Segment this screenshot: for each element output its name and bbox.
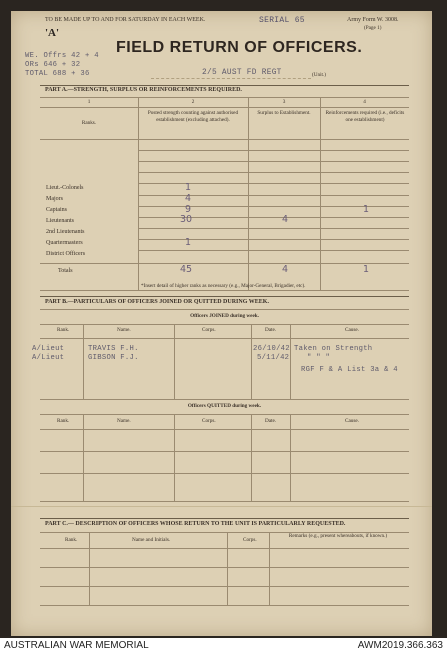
quitted-title: Officers QUITTED during week.	[187, 403, 262, 409]
quitted-divider-1	[83, 414, 84, 501]
blank-row-line-4	[138, 183, 409, 184]
part-b-rule	[40, 296, 409, 297]
quitted-col-cause: Cause.	[345, 418, 359, 424]
row-line-6	[138, 250, 409, 251]
quitted-bottom-line	[40, 501, 409, 502]
serial-number: SERIAL 65	[259, 16, 305, 25]
handwritten-mark: 'A'	[45, 27, 60, 39]
footer-accession: AWM2019.366.363	[357, 640, 443, 651]
part-c-row-line-1	[40, 567, 409, 568]
quitted-divider-4	[290, 414, 291, 501]
rank-lieut-colonels: Lieut.-Colonels	[46, 185, 84, 191]
joined-row-2-date: 5/11/42	[257, 354, 290, 362]
rank-majors: Majors	[46, 196, 63, 202]
part-a-num-line	[40, 107, 409, 108]
posted-lieut-colonels: 1	[185, 182, 192, 193]
row-line-3	[138, 217, 409, 218]
col-number-2: 2	[191, 99, 195, 105]
joined-row-1-rank: A/Lieut	[32, 345, 65, 353]
blank-row-line-2	[138, 161, 409, 162]
joined-row-1-date: 26/10/42	[253, 345, 290, 353]
quitted-col-name: Name.	[117, 418, 131, 424]
quitted-col-rank: Rank.	[57, 418, 70, 424]
col-number-3: 3	[282, 99, 286, 105]
part-c-head-line	[40, 548, 409, 549]
quitted-head-line	[40, 429, 409, 430]
total-reinf: 1	[363, 264, 370, 275]
field-return-form	[11, 11, 432, 636]
unit-name: 2/5 AUST FD REGT	[202, 69, 282, 77]
total-surplus: 4	[282, 264, 289, 275]
quitted-divider-3	[251, 414, 252, 501]
typed-line-3: TOTAL 688 + 36	[25, 70, 90, 78]
quitted-row-line-1	[40, 451, 409, 452]
joined-col-date: Date.	[265, 327, 277, 333]
rank-quartermasters: Quartermasters	[46, 240, 83, 246]
part-c-heading: PART C.— DESCRIPTION OF OFFICERS WHOSE RETURN TO THE UNIT IS PARTICULARLY REQUESTED.	[45, 521, 346, 527]
typed-line-1: WE. Offrs 42 + 4	[25, 52, 99, 60]
reinf-captains: 1	[363, 204, 370, 215]
joined-col-corps: Corps.	[202, 327, 216, 333]
part-a-col-divider-3	[320, 97, 321, 290]
part-c-col-rank: Rank.	[65, 537, 78, 543]
row-line-1	[138, 195, 409, 196]
part-a-col-divider-2	[248, 97, 249, 290]
totals-top-line	[40, 263, 409, 264]
totals-label: Totals	[58, 268, 73, 274]
form-number: Army Form W. 3008.	[347, 17, 399, 23]
joined-col-cause: Cause.	[345, 327, 359, 333]
quitted-col-corps: Corps.	[202, 418, 216, 424]
part-c-rule	[40, 518, 409, 519]
part-a-top-line	[40, 97, 409, 98]
quitted-title-line	[40, 414, 409, 415]
part-a-heading: PART A.—STRENGTH, SURPLUS OR REINFORCEMENTS REQUIRED.	[45, 87, 242, 93]
posted-majors: 4	[185, 193, 192, 204]
quitted-row-line-2	[40, 473, 409, 474]
joined-title-line	[40, 324, 409, 325]
joined-bottom-line	[40, 399, 409, 400]
footer-source: AUSTRALIAN WAR MEMORIAL	[4, 640, 149, 651]
col-number-1: 1	[87, 99, 91, 105]
joined-row-2-name: GIBSON F.J.	[88, 354, 139, 362]
col-number-4: 4	[363, 99, 366, 105]
posted-captains: 9	[185, 204, 192, 215]
posted-quartermasters: 1	[185, 237, 192, 248]
quitted-col-date: Date.	[265, 418, 277, 424]
top-note: TO BE MADE UP TO AND FOR SATURDAY IN EACH WEEK.	[45, 17, 206, 23]
joined-divider-4	[290, 324, 291, 399]
part-c-bottom-line	[40, 605, 409, 606]
part-a-head-line	[40, 139, 409, 140]
part-c-col-corps: Corps.	[243, 537, 257, 543]
row-line-5	[138, 239, 409, 240]
posted-lieutenants: 30	[180, 214, 193, 225]
part-b-heading: PART B.—PARTICULARS OF OFFICERS JOINED OR QUITTED DURING WEEK.	[45, 299, 269, 305]
form-title: FIELD RETURN OF OFFICERS.	[116, 39, 363, 56]
typed-line-2: ORs 646 + 32	[25, 61, 81, 69]
part-c-divider-1	[89, 532, 90, 605]
joined-row-1-name: TRAVIS F.H.	[88, 345, 139, 353]
joined-head-line	[40, 338, 409, 339]
joined-row-2-cause: " " "	[307, 354, 331, 362]
rank-captains: Captains	[46, 207, 67, 213]
col-head-ranks: Ranks.	[81, 120, 97, 126]
joined-row-1-cause: Taken on Strength	[294, 345, 373, 353]
joined-divider-3	[251, 324, 252, 399]
page-indicator: (Page 1)	[364, 25, 382, 31]
joined-row-3-cause: RGF F & A List 3a & 4	[301, 366, 398, 374]
joined-title: Officers JOINED during week.	[190, 313, 259, 319]
archive-footer	[0, 638, 447, 653]
part-c-col-name: Name and Initials.	[132, 537, 171, 543]
rank-lieutenants: Lieutenants	[46, 218, 74, 224]
quitted-divider-2	[174, 414, 175, 501]
part-a-footnote: *Insert detail of higher ranks as necessary (e.g., Major-General, Brigadier, etc).	[141, 283, 306, 289]
joined-col-rank: Rank.	[57, 327, 70, 333]
blank-row-line-3	[138, 172, 409, 173]
part-a-col-divider-1	[138, 97, 139, 290]
joined-divider-2	[174, 324, 175, 399]
part-a-rule	[40, 85, 409, 86]
col-head-reinforcements: Reinforcements required (i.e., deficits one establishment)	[325, 110, 405, 123]
fold-crease	[11, 506, 432, 507]
total-posted: 45	[180, 264, 193, 275]
part-a-bottom-line	[40, 290, 409, 291]
surplus-lieutenants: 4	[282, 214, 289, 225]
joined-divider-1	[83, 324, 84, 399]
unit-underline	[151, 78, 311, 79]
part-c-col-remarks: Remarks (e.g., present whereabouts, if known.)	[288, 533, 388, 539]
part-c-row-line-2	[40, 586, 409, 587]
joined-row-2-rank: A/Lieut	[32, 354, 65, 362]
part-c-divider-2	[227, 532, 228, 605]
part-c-divider-3	[269, 532, 270, 605]
col-head-surplus: Surplus to Establishment.	[257, 110, 311, 116]
part-b-top-line	[40, 309, 409, 310]
blank-row-line-1	[138, 150, 409, 151]
joined-col-name: Name.	[117, 327, 131, 333]
rank-district-officers: District Officers	[46, 251, 86, 257]
unit-label: (Unit.)	[312, 72, 326, 78]
row-line-4	[138, 228, 409, 229]
col-head-posted: Posted strength counting against authorised establishment (excluding attached).	[147, 110, 239, 123]
rank-2nd-lieutenants: 2nd Lieutenants	[46, 229, 85, 235]
